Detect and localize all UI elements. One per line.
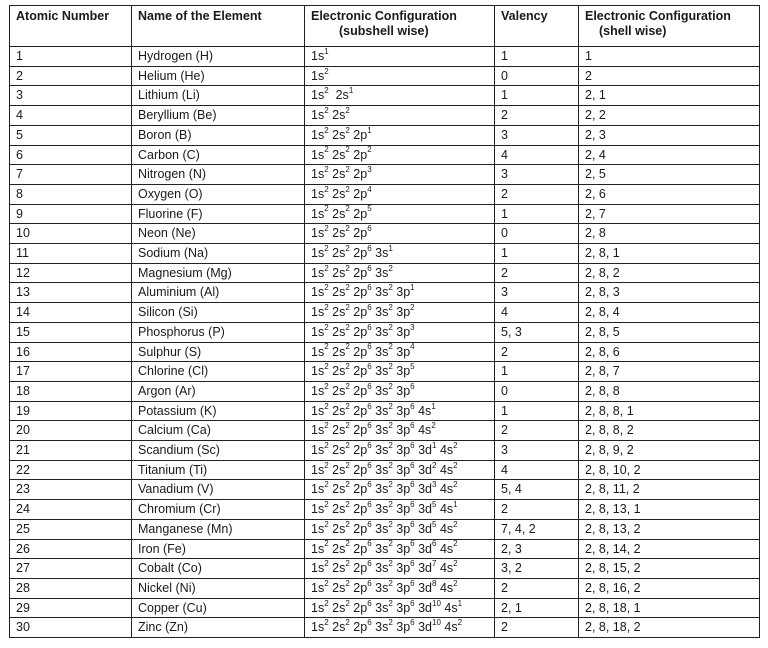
table-row [10,598,760,618]
atomic-number-cell: 11 [10,244,132,264]
element-name-cell: Lithium (Li) [132,86,305,106]
shell-config-cell: 2, 8, 6 [579,342,760,362]
header-shell-line2: (shell wise) [599,24,667,38]
valency-cell: 5, 4 [495,480,579,500]
element-name-cell: Silicon (Si) [132,303,305,323]
subshell-config-cell: $1s^2$ $2s^2$ $2p^6$ $3s^2$ $3p^6$ [305,381,495,401]
valency-cell: 2, 1 [495,598,579,618]
element-name-cell: Chromium (Cr) [132,500,305,520]
subshell-config-cell: $1s^2$ $2s^2$ $2p^6$ $3s^2$ [305,263,495,283]
table-row [10,47,760,67]
valency-cell: 3, 2 [495,559,579,579]
subshell-config-cell: $1s^2$ $2s^2$ [305,106,495,126]
table-row [10,283,760,303]
atomic-number-cell: 8 [10,184,132,204]
subshell-config-cell: $1s^2$ $2s^2$ $2p^3$ [305,165,495,185]
atomic-number-cell: 28 [10,578,132,598]
shell-config-cell: 1 [579,47,760,67]
shell-config-cell: 2, 8, 3 [579,283,760,303]
element-name-cell: Titanium (Ti) [132,460,305,480]
shell-config-cell: 2 [579,66,760,86]
shell-config-cell: 2, 8, 9, 2 [579,441,760,461]
atomic-number-cell: 22 [10,460,132,480]
element-name-cell: Beryllium (Be) [132,106,305,126]
element-name-cell: Manganese (Mn) [132,519,305,539]
valency-cell: 2 [495,618,579,638]
element-name-cell: Magnesium (Mg) [132,263,305,283]
valency-cell: 1 [495,362,579,382]
atomic-number-cell: 15 [10,322,132,342]
subshell-config-cell: $1s^2$ $2s^2$ $2p^6$ $3s^2$ $3p^2$ [305,303,495,323]
atomic-number-cell: 7 [10,165,132,185]
shell-config-cell: 2, 8, 10, 2 [579,460,760,480]
valency-cell: 1 [495,86,579,106]
subshell-config-cell: $1s^2$ $2s^2$ $2p^6$ $3s^1$ [305,244,495,264]
valency-cell: 2 [495,342,579,362]
valency-cell: 4 [495,303,579,323]
valency-cell: 2 [495,500,579,520]
element-name-cell: Argon (Ar) [132,381,305,401]
table-row [10,165,760,185]
table-row [10,460,760,480]
table-row [10,441,760,461]
valency-cell: 2 [495,578,579,598]
valency-cell: 5, 3 [495,322,579,342]
shell-config-cell: 2, 8, 8, 2 [579,421,760,441]
table-row [10,480,760,500]
valency-cell: 3 [495,283,579,303]
element-name-cell: Nitrogen (N) [132,165,305,185]
subshell-config-cell: $1s^2$ $2s^2$ $2p^4$ [305,184,495,204]
atomic-number-cell: 24 [10,500,132,520]
header-shell-line1: Electronic Configuration [585,9,731,23]
element-name-cell: Copper (Cu) [132,598,305,618]
atomic-number-cell: 14 [10,303,132,323]
valency-cell: 2 [495,421,579,441]
shell-config-cell: 2, 8, 13, 1 [579,500,760,520]
element-name-cell: Zinc (Zn) [132,618,305,638]
shell-config-cell: 2, 1 [579,86,760,106]
shell-config-cell: 2, 8, 18, 2 [579,618,760,638]
element-name-cell: Sulphur (S) [132,342,305,362]
shell-config-cell: 2, 7 [579,204,760,224]
element-name-cell: Cobalt (Co) [132,559,305,579]
table-row [10,401,760,421]
shell-config-cell: 2, 8, 8, 1 [579,401,760,421]
valency-cell: 4 [495,145,579,165]
atomic-number-cell: 17 [10,362,132,382]
element-name-cell: Neon (Ne) [132,224,305,244]
subshell-config-cell: $1s^2$ $2s^2$ $2p^6$ $3s^2$ $3p^5$ [305,362,495,382]
element-name-cell: Sodium (Na) [132,244,305,264]
valency-cell: 0 [495,381,579,401]
header-shell-config [579,6,760,47]
subshell-config-cell: $1s^2$ $2s^2$ $2p^1$ [305,125,495,145]
table-row [10,204,760,224]
subshell-config-cell: $1s^2$ $2s^2$ $2p^6$ $3s^2$ $3p^6$ $3d^8$ $4s^2$ [305,578,495,598]
atomic-number-cell: 23 [10,480,132,500]
header-atomic-number: Atomic Number [10,6,132,47]
subshell-config-cell: $1s^2$ $2s^2$ $2p^6$ $3s^2$ $3p^6$ $4s^2$ [305,421,495,441]
shell-config-cell: 2, 5 [579,165,760,185]
shell-config-cell: 2, 8, 5 [579,322,760,342]
element-name-cell: Nickel (Ni) [132,578,305,598]
subshell-config-cell: $1s^2$ $2s^2$ $2p^6$ $3s^2$ $3p^6$ $3d^6$ $4s^2$ [305,539,495,559]
subshell-config-cell: $1s^2$ $2s^2$ $2p^6$ $3s^2$ $3p^6$ $3d^2$ $4s^2$ [305,460,495,480]
subshell-config-cell: $1s^2$ $2s^2$ $2p^6$ $3s^2$ $3p^6$ $3d^5$ $4s^1$ [305,500,495,520]
subshell-config-cell: $1s^2$ $2s^2$ $2p^6$ $3s^2$ $3p^6$ $3d^{10}$ $4s^2$ [305,618,495,638]
shell-config-cell: 2, 2 [579,106,760,126]
header-subshell-line2: (subshell wise) [339,24,429,38]
element-name-cell: Iron (Fe) [132,539,305,559]
valency-cell: 7, 4, 2 [495,519,579,539]
atomic-number-cell: 21 [10,441,132,461]
table-row [10,303,760,323]
element-name-cell: Potassium (K) [132,401,305,421]
table-row [10,500,760,520]
atomic-number-cell: 20 [10,421,132,441]
atomic-number-cell: 18 [10,381,132,401]
table-row [10,125,760,145]
shell-config-cell: 2, 8, 14, 2 [579,539,760,559]
shell-config-cell: 2, 8, 13, 2 [579,519,760,539]
subshell-config-cell: $1s^2$ $2s^2$ $2p^6$ $3s^2$ $3p^6$ $3d^1$ $4s^2$ [305,441,495,461]
subshell-config-cell: $1s^2$ $2s^2$ $2p^6$ $3s^2$ $3p^3$ [305,322,495,342]
element-name-cell: Oxygen (O) [132,184,305,204]
shell-config-cell: 2, 8, 15, 2 [579,559,760,579]
atomic-number-cell: 10 [10,224,132,244]
atomic-number-cell: 9 [10,204,132,224]
atomic-number-cell: 12 [10,263,132,283]
subshell-config-cell: $1s^2$ $2s^2$ $2p^6$ $3s^2$ $3p^6$ $3d^5$ $4s^2$ [305,519,495,539]
subshell-config-cell: $1s^2$ $2s^1$ [305,86,495,106]
table-row [10,244,760,264]
shell-config-cell: 2, 4 [579,145,760,165]
valency-cell: 4 [495,460,579,480]
atomic-number-cell: 5 [10,125,132,145]
subshell-config-cell: $1s^1$ [305,47,495,67]
atomic-number-cell: 30 [10,618,132,638]
element-name-cell: Phosphorus (P) [132,322,305,342]
subshell-config-cell: $1s^2$ $2s^2$ $2p^6$ $3s^2$ $3p^6$ $3d^3$ $4s^2$ [305,480,495,500]
subshell-config-cell: $1s^2$ $2s^2$ $2p^5$ [305,204,495,224]
subshell-config-cell: $1s^2$ $2s^2$ $2p^6$ $3s^2$ $3p^4$ [305,342,495,362]
atomic-number-cell: 25 [10,519,132,539]
valency-cell: 2, 3 [495,539,579,559]
valency-cell: 2 [495,263,579,283]
valency-cell: 1 [495,401,579,421]
atomic-number-cell: 29 [10,598,132,618]
header-valency: Valency [495,6,579,47]
valency-cell: 3 [495,165,579,185]
subshell-config-cell: $1s^2$ $2s^2$ $2p^6$ $3s^2$ $3p^6$ $3d^{10}$ $4s^1$ [305,598,495,618]
atomic-number-cell: 2 [10,66,132,86]
element-name-cell: Vanadium (V) [132,480,305,500]
header-subshell-line1: Electronic Configuration [311,9,457,23]
table-row [10,66,760,86]
subshell-config-cell: $1s^2$ $2s^2$ $2p^6$ $3s^2$ $3p^1$ [305,283,495,303]
table-row [10,421,760,441]
shell-config-cell: 2, 8, 2 [579,263,760,283]
subshell-config-cell: $1s^2$ $2s^2$ $2p^6$ [305,224,495,244]
atomic-number-cell: 3 [10,86,132,106]
atomic-number-cell: 16 [10,342,132,362]
valency-cell: 0 [495,224,579,244]
shell-config-cell: 2, 3 [579,125,760,145]
subshell-config-cell: $1s^2$ [305,66,495,86]
table-row [10,224,760,244]
element-name-cell: Fluorine (F) [132,204,305,224]
shell-config-cell: 2, 8, 11, 2 [579,480,760,500]
electronic-configuration-table [9,5,760,638]
table-row [10,342,760,362]
atomic-number-cell: 6 [10,145,132,165]
valency-cell: 0 [495,66,579,86]
table-row [10,559,760,579]
table-row [10,362,760,382]
valency-cell: 1 [495,204,579,224]
subshell-config-cell: $1s^2$ $2s^2$ $2p^2$ [305,145,495,165]
shell-config-cell: 2, 8, 8 [579,381,760,401]
element-name-cell: Hydrogen (H) [132,47,305,67]
atomic-number-cell: 27 [10,559,132,579]
element-name-cell: Boron (B) [132,125,305,145]
header-element-name: Name of the Element [132,6,305,47]
table-row [10,86,760,106]
shell-config-cell: 2, 8, 4 [579,303,760,323]
element-name-cell: Chlorine (Cl) [132,362,305,382]
table-row [10,519,760,539]
table-row [10,322,760,342]
table-row [10,618,760,638]
shell-config-cell: 2, 8, 1 [579,244,760,264]
valency-cell: 1 [495,47,579,67]
atomic-number-cell: 1 [10,47,132,67]
table-row [10,539,760,559]
atomic-number-cell: 26 [10,539,132,559]
table-row [10,381,760,401]
valency-cell: 1 [495,244,579,264]
valency-cell: 3 [495,125,579,145]
element-name-cell: Aluminium (Al) [132,283,305,303]
header-subshell-config [305,6,495,47]
shell-config-cell: 2, 6 [579,184,760,204]
table-row [10,145,760,165]
shell-config-cell: 2, 8, 18, 1 [579,598,760,618]
valency-cell: 3 [495,441,579,461]
element-name-cell: Calcium (Ca) [132,421,305,441]
table-row [10,106,760,126]
element-name-cell: Carbon (C) [132,145,305,165]
table-row [10,578,760,598]
element-name-cell: Scandium (Sc) [132,441,305,461]
atomic-number-cell: 4 [10,106,132,126]
valency-cell: 2 [495,106,579,126]
subshell-config-cell: $1s^2$ $2s^2$ $2p^6$ $3s^2$ $3p^6$ $4s^1$ [305,401,495,421]
subshell-config-cell: $1s^2$ $2s^2$ $2p^6$ $3s^2$ $3p^6$ $3d^7$ $4s^2$ [305,559,495,579]
element-name-cell: Helium (He) [132,66,305,86]
table-row [10,184,760,204]
shell-config-cell: 2, 8, 7 [579,362,760,382]
shell-config-cell: 2, 8 [579,224,760,244]
table-row [10,263,760,283]
header-row [10,6,760,47]
atomic-number-cell: 13 [10,283,132,303]
shell-config-cell: 2, 8, 16, 2 [579,578,760,598]
valency-cell: 2 [495,184,579,204]
atomic-number-cell: 19 [10,401,132,421]
